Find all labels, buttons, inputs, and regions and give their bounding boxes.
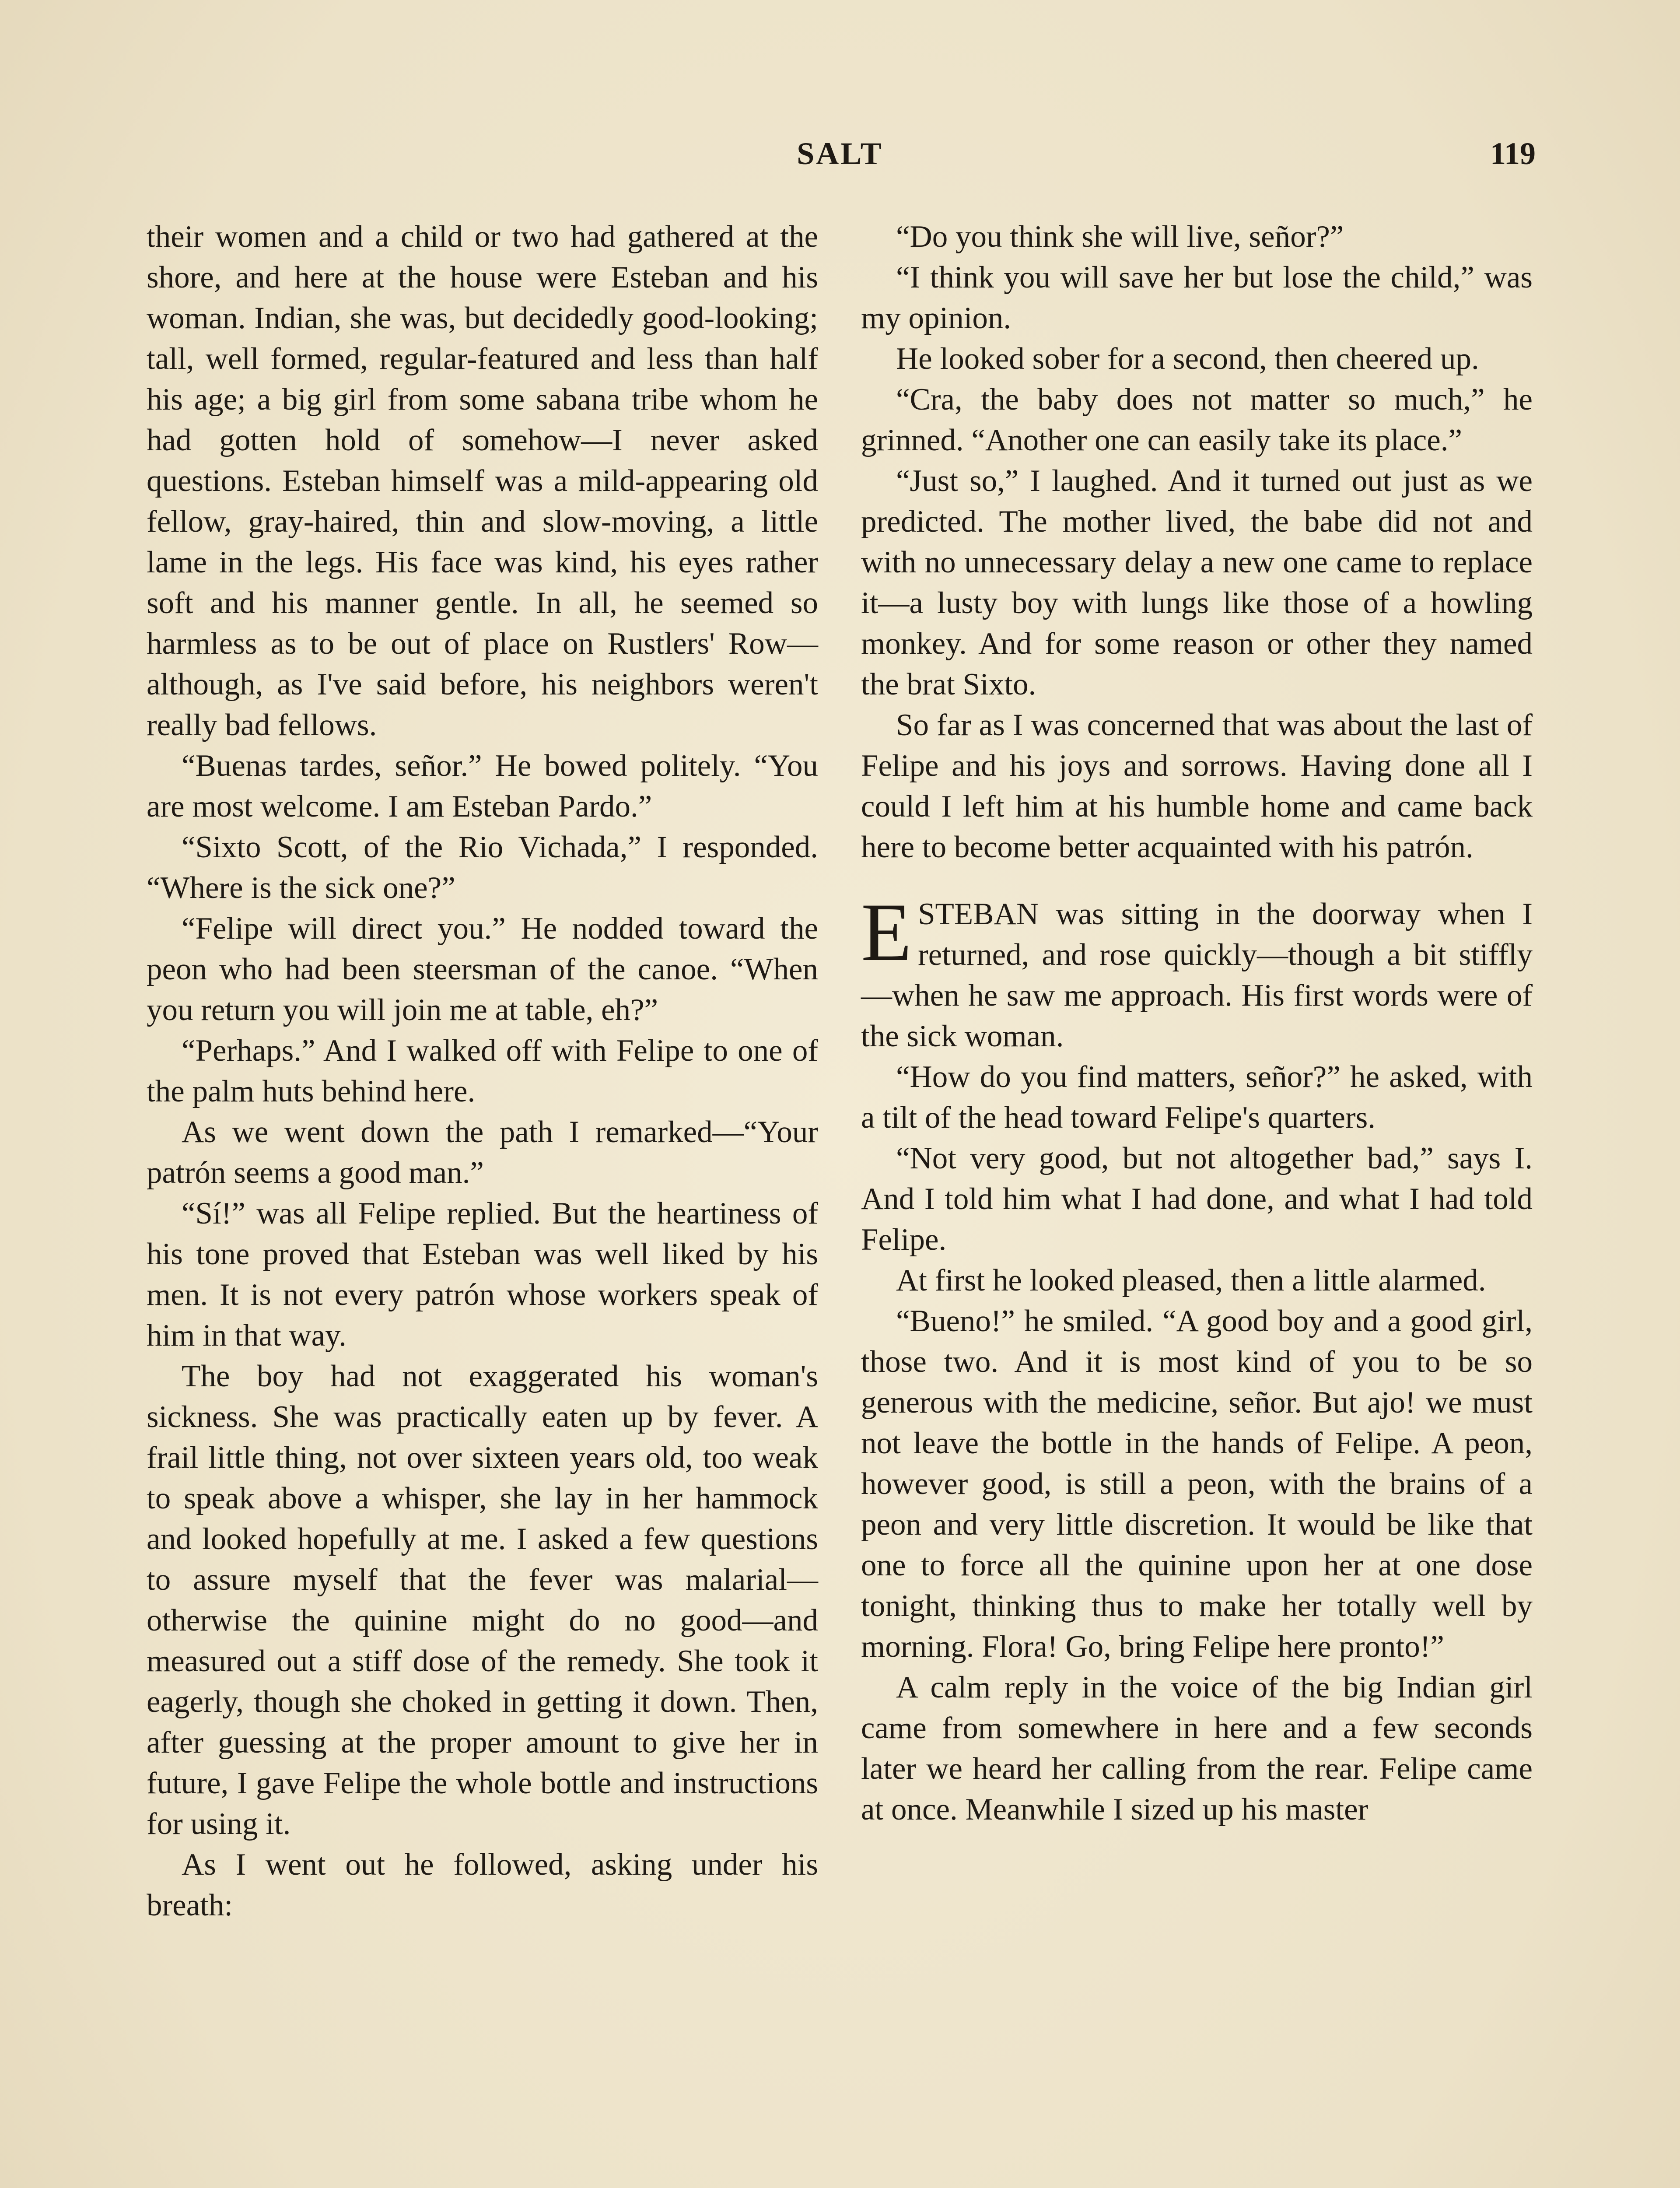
left-column — [147, 217, 818, 1926]
paragraph: “Sí!” was all Felipe replied. But the heartiness of his tone proved that Esteban was well liked by his men. It is not every patrón whose workers speak of him in that way. — [147, 1196, 818, 1353]
paragraph: At first he looked pleased, then a little alarmed. — [896, 1263, 1486, 1297]
section-opening-text: STEBAN was sitting in the doorway when I returned, and rose quickly—though a bit stiffly—when he saw me approach. His first words were of the sick woman. — [861, 897, 1533, 1053]
paragraph: “Just so,” I laughed. And it turned out just as we predicted. The mother lived, the babe did not and with no unnecessary delay a new one came to replace it—a lusty boy with lungs like those of a howling monkey. And for some reason or other they named the brat Sixto. — [861, 464, 1533, 701]
right-column — [861, 217, 1533, 1830]
paragraph: As we went down the path I remarked—“Your patrón seems a good man.” — [147, 1115, 818, 1190]
paragraph: “Felipe will direct you.” He nodded toward the peon who had been steersman of the canoe. “When you return you will join me at table, eh?” — [147, 912, 818, 1027]
paragraph: “Do you think she will live, señor?” — [896, 220, 1344, 254]
running-head — [144, 136, 1536, 175]
page-number: 119 — [1490, 136, 1536, 171]
paragraph: “Bueno!” he smiled. “A good boy and a good girl, those two. And it is most kind of you to be so generous with the medicine, señor. But ajo! we must not leave the bottle in the hands of Felipe. A peon, however good, is still a peon, with the brains of a peon and very little discretion. It would be like that one to force all the quinine upon her at one dose tonight, thinking thus to make her totally well by morning. Flora! Go, bring Felipe here pronto!” — [861, 1304, 1533, 1664]
page-title: SALT — [797, 136, 883, 171]
drop-cap: E — [861, 887, 912, 978]
paragraph: “Buenas tardes, señor.” He bowed politely. “You are most welcome. I am Esteban Pardo.” — [147, 749, 818, 824]
paragraph: So far as I was concerned that was about the last of Felipe and his joys and sorrows. Having done all I could I left him at his humble home and came back here to become better acquainted with his patrón. — [861, 708, 1533, 864]
paragraph: A calm reply in the voice of the big Indian girl came from somewhere in here and a few seconds later we heard her calling from the rear. Felipe came at once. Meanwhile I sized up his master — [861, 1670, 1533, 1827]
paragraph: “Sixto Scott, of the Rio Vichada,” I responded. “Where is the sick one?” — [147, 830, 818, 905]
paragraph: “Not very good, but not altogether bad,” says I. And I told him what I had done, and what I had told Felipe. — [861, 1141, 1533, 1257]
paragraph: “I think you will save her but lose the child,” was my opinion. — [861, 260, 1533, 335]
section-opening-paragraph — [861, 887, 1533, 1057]
paragraph: The boy had not exaggerated his woman's sickness. She was practically eaten up by fever. A frail little thing, not over sixteen years old, too weak to speak above a whisper, she lay in her hammock and looked hopefully at me. I asked a few questions to assure myself that the fever was malarial—otherwise the quinine might do no good—and measured out a stiff dose of the remedy. She took it eagerly, though she choked in getting it down. Then, after guessing at the proper amount to give her in future, I gave Felipe the whole bottle and instructions for using it. — [147, 1359, 818, 1841]
paragraph: “How do you find matters, señor?” he asked, with a tilt of the head toward Felipe's quarters. — [861, 1060, 1533, 1135]
paragraph: As I went out he followed, asking under his breath: — [147, 1848, 818, 1922]
paragraph: their women and a child or two had gathered at the shore, and here at the house were Esteban and his woman. Indian, she was, but decidedly good-looking; tall, well formed, regular-featured and less than half his age; a big girl from some sabana tribe whom he had gotten hold of somehow—I never asked questions. Esteban himself was a mild-appearing old fellow, gray-haired, thin and slow-moving, a little lame in the legs. His face was kind, his eyes rather soft and his manner gentle. In all, he seemed so harmless as to be out of place on Rustlers' Row—although, as I've said before, his neighbors weren't really bad fellows. — [147, 220, 818, 742]
paragraph: “Perhaps.” And I walked off with Felipe to one of the palm huts behind here. — [147, 1034, 818, 1108]
paragraph: “Cra, the baby does not matter so much,” he grinned. “Another one can easily take its place.” — [861, 382, 1533, 457]
paragraph: He looked sober for a second, then cheered up. — [896, 342, 1479, 376]
